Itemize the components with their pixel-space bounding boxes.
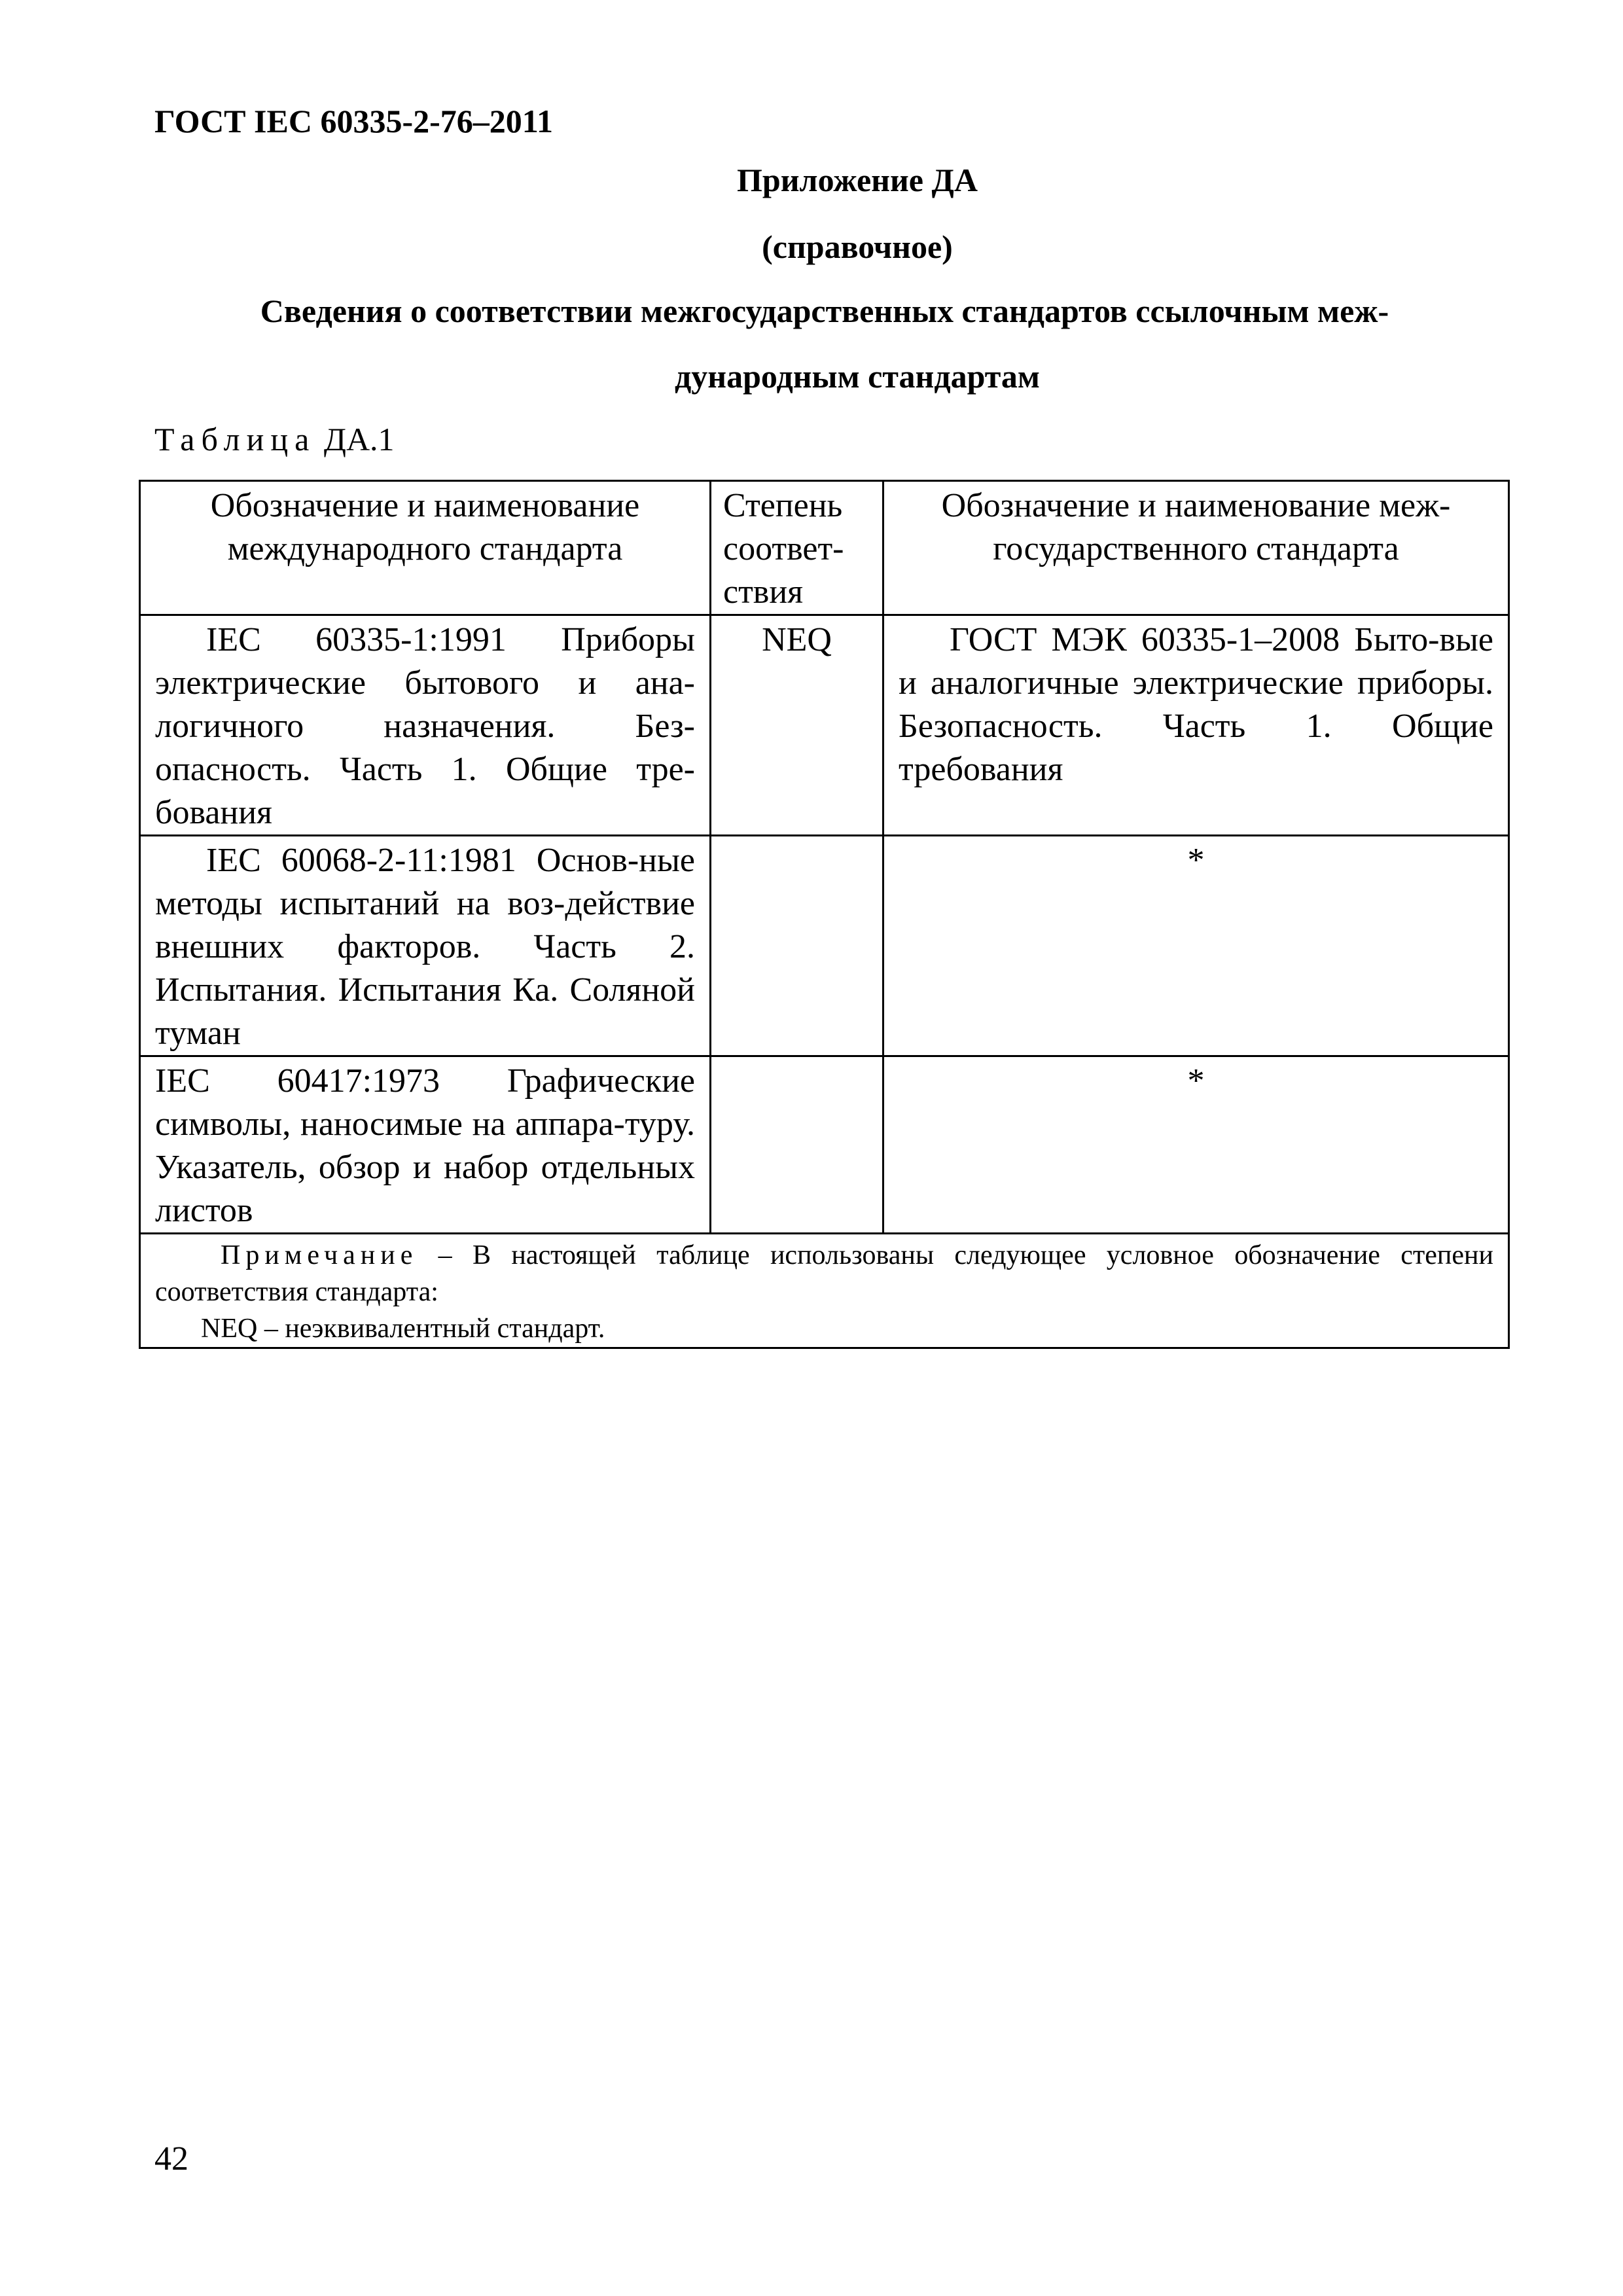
table-header-row xyxy=(140,481,1509,615)
table-note xyxy=(140,1234,1509,1348)
table-note-row xyxy=(140,1234,1509,1348)
cell-interstate-standard: * xyxy=(883,1056,1509,1234)
header-international-standard: Обозначение и наименование международного стандарта xyxy=(140,481,711,615)
cell-international-standard: IEC 60335-1:1991 Приборы электрические бытового и ана-логичного назначения. Без-опасность. Часть 1. Общие тре-бования xyxy=(140,615,711,836)
table-row xyxy=(140,615,1509,836)
cell-international-standard: IEC 60068-2-11:1981 Основ-ные методы испытаний на воз-действие внешних факторов. Часть 2. Испытания. Испытания Ка. Соляной туман xyxy=(140,836,711,1056)
header-degree-of-correspondence: Степень соответ-ствия xyxy=(711,481,883,615)
cell-interstate-standard: * xyxy=(883,836,1509,1056)
cell-degree: NEQ xyxy=(711,615,883,836)
annex-heading-line-1: Сведения о соответствии межгосударственных стандартов ссылочным меж- xyxy=(260,293,1389,329)
note-text xyxy=(155,1237,1493,1310)
page-number: 42 xyxy=(154,2140,188,2178)
note-label: Примечание xyxy=(221,1240,418,1270)
annex-title: Приложение ДА xyxy=(737,162,978,198)
cell-international-standard: IEC 60417:1973 Графические символы, наносимые на аппара-туру. Указатель, обзор и набор отдельных листов xyxy=(140,1056,711,1234)
table-caption xyxy=(154,416,395,462)
standards-correspondence-table xyxy=(139,480,1510,1349)
header-interstate-standard: Обозначение и наименование меж-государственного стандарта xyxy=(883,481,1509,615)
note-legend: NEQ – неэквивалентный стандарт. xyxy=(201,1314,605,1344)
table-row xyxy=(140,836,1509,1056)
cell-degree xyxy=(711,1056,883,1234)
table-row xyxy=(140,1056,1509,1234)
table-caption-number: ДА.1 xyxy=(323,421,395,457)
cell-degree xyxy=(711,836,883,1056)
annex-kind: (справочное) xyxy=(762,228,953,265)
document-code: ГОСТ IEC 60335-2-76–2011 xyxy=(154,103,553,139)
cell-interstate-standard: ГОСТ МЭК 60335-1–2008 Быто-вые и аналогичные электрические приборы. Безопасность. Часть 1. Общие требования xyxy=(883,615,1509,836)
note-body: – В настоящей таблице использованы следующее условное обозначение степени соответствия стандарта: xyxy=(155,1240,1493,1307)
table-caption-label: Таблица xyxy=(154,421,316,457)
annex-heading-line-2: дународным стандартам xyxy=(674,358,1040,395)
